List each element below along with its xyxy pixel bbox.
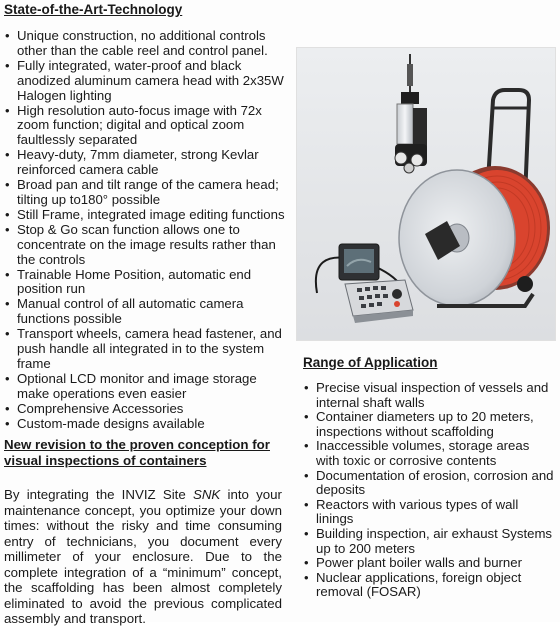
product-brand: SNK xyxy=(192,487,221,502)
feature-item: • Custom-made designs available xyxy=(4,417,287,432)
application-item: • Reactors with various types of wall linings xyxy=(303,498,555,527)
feature-item: • Unique construction, no additional controls other than the cable reel and control panel. xyxy=(4,29,287,59)
application-list xyxy=(303,381,555,600)
feature-item: • Manual control of all automatic camera functions possible xyxy=(4,297,287,327)
application-item: • Building inspection, air exhaust Systems up to 200 meters xyxy=(303,527,555,556)
application-item: • Precise visual inspection of vessels and internal shaft walls xyxy=(303,381,555,410)
feature-item: • Transport wheels, camera head fastener, and push handle all integrated in to the system frame xyxy=(4,327,287,372)
feature-item: • Optional LCD monitor and image storage make operations even easier xyxy=(4,372,287,402)
feature-item: • Fully integrated, water-proof and black anodized aluminum camera head with 2x35W Halogen lighting xyxy=(4,59,287,104)
feature-item: • Trainable Home Position, automatic end position run xyxy=(4,268,287,298)
camera-system-illustration xyxy=(297,48,555,340)
technology-heading: State-of-the-Art-Technology xyxy=(4,2,183,17)
application-item: • Power plant boiler walls and burner xyxy=(303,556,555,571)
feature-item: • Stop & Go scan function allows one to concentrate on the image results rather than the controls xyxy=(4,223,287,268)
application-item: • Container diameters up to 20 meters, inspections without scaffolding xyxy=(303,410,555,439)
revision-heading: New revision to the proven conception for visual inspections of containers xyxy=(4,437,270,468)
application-item: • Inaccessible volumes, storage areas with toxic or corrosive contents xyxy=(303,439,555,468)
application-item: • Nuclear applications, foreign object removal (FOSAR) xyxy=(303,571,555,600)
feature-item: • Broad pan and tilt range of the camera head; tilting up to180° possible xyxy=(4,178,287,208)
range-heading: Range of Application xyxy=(303,355,438,370)
application-item: • Documentation of erosion, corrosion and deposits xyxy=(303,469,555,498)
revision-body-start: By integrating the INVIZ Site xyxy=(4,487,193,502)
feature-item: • Comprehensive Accessories xyxy=(4,402,287,417)
feature-item: • Heavy-duty, 7mm diameter, strong Kevlar reinforced camera cable xyxy=(4,148,287,178)
product-photo xyxy=(296,47,556,341)
revision-body xyxy=(4,487,282,627)
revision-body-end: into your maintenance concept, you optimize your down times: without the risky and time consuming entry of technicians, you document every millimeter of your enclosure. Due to the complete integration of a “minimum” concept, the scaffolding has been almost completely eliminated to avoid the previous complicated assembly and transport. xyxy=(4,487,282,626)
feature-item: • Still Frame, integrated image editing functions xyxy=(4,208,287,223)
cable-reel xyxy=(399,166,550,306)
technology-feature-list xyxy=(4,29,287,431)
feature-item: • High resolution auto-focus image with 72x zoom function; digital and optical zoom faultlessly separated xyxy=(4,104,287,149)
